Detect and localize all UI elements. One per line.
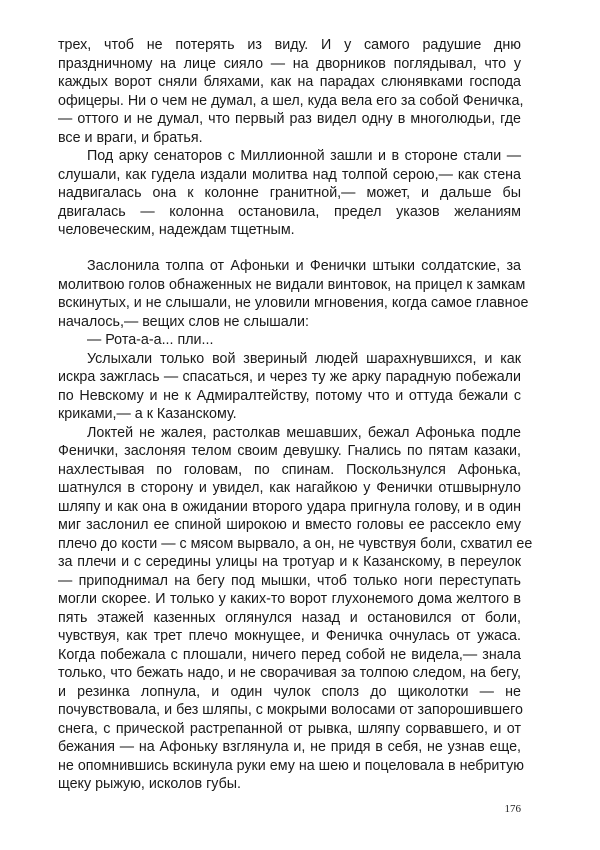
text-line: Когда побежала с плошали, ничего перед собой не видела,— знала — [58, 646, 521, 663]
text-line: каждых ворот сняли бляхами, как на парадах слюнявками господа — [58, 74, 521, 90]
paragraph — [58, 257, 529, 331]
text-line: Локтей не жалея, растолкав мешавших, бежал Афонька подле — [87, 424, 521, 441]
text-line: праздничному на лице сияло — на дворников поглядывал, что у — [58, 55, 521, 72]
text-line: — оттого и не думал, что первый раз видел одну в многолюдьи, где — [58, 111, 521, 127]
text-line: вскинутых, и не слышали, не уловили мгновения, когда самое главное — [58, 295, 529, 311]
text-line: двигалась — колонна остановила, предел указов желаниям — [58, 203, 521, 220]
text-line: по Невскому и не к Адмиралтейству, потому что и оттуда бежали с — [58, 387, 521, 404]
text-line: снега, с прической растрепанной от рывка, шляпу сорвавшего, и от — [58, 720, 521, 737]
text-line: не опомнившись вскинула руки ему на шею и поцеловала в небритую — [58, 757, 524, 774]
text-line: надвигалась она к колонне гранитной,— может, и дальше бы — [58, 185, 521, 201]
paragraph — [58, 331, 521, 350]
text-line: — Рота-а-а... пли... — [87, 332, 214, 348]
text-line: и резинка лопнула, и один чулок сполз до щиколотки — не — [58, 683, 521, 700]
text-line: слушали, как гудела издали молитва над толпой серою,— как стена — [58, 166, 521, 183]
text-line: только, что бежать надо, и не сворачивая за толпою следом, на бегу, — [58, 665, 521, 681]
text-line: трех, чтоб не потерять из виду. И у самого радушие дню — [58, 37, 521, 53]
text-line: плечо до кости — с мясом вырвало, а он, не чувствуя боли, схватил ее — [58, 535, 533, 552]
text-line: Фенички, заслоняя телом своим девушку. Гнались по пятам казаки, — [58, 443, 521, 459]
text-line: — приподнимал на бегу под мышки, чтоб только ноги переступать — [58, 572, 521, 589]
paragraph — [58, 424, 533, 794]
paragraph — [58, 147, 521, 240]
text-line: Заслонила толпа от Афоньки и Фенички штыки солдатские, за — [87, 258, 521, 274]
paragraph — [58, 350, 521, 424]
document-body — [58, 36, 533, 794]
text-line: офицеры. Ни о чем не думал, а шел, куда вела его за собой Феничка, — [58, 92, 524, 109]
text-line: началось,— вещих слов не слышали: — [58, 313, 309, 330]
paragraph — [58, 36, 524, 147]
text-line: человеческим, надеждам тщетным. — [58, 222, 295, 238]
text-line: щеку рыжую, исколов губы. — [58, 776, 242, 792]
text-line: Под арку сенаторов с Миллионной зашли и в стороне стали — — [87, 148, 521, 164]
text-line: искра зажглась — спасаться, и через ту же арку парадную побежали — [58, 369, 521, 385]
page-number: 176 — [504, 803, 521, 815]
text-line: все и враги, и братья. — [58, 129, 203, 146]
text-line: шляпу и как она в ожидании второго удара пригнула голову, и в один — [58, 498, 521, 515]
text-line: бежания — на Афоньку взглянула и, не придя в себя, не узнав еще, — [58, 739, 521, 755]
text-line: почувствовала, и без шляпы, с мокрыми волосами от запорошившего — [58, 702, 523, 718]
text-line: пять этажей казенных оглянулся назад и остановился от боли, — [58, 609, 521, 626]
text-line: нахлестывая по головам, по спинам. Поскользнулся Афонька, — [58, 461, 521, 478]
text-line: криками,— а к Казанскому. — [58, 406, 237, 422]
paragraph-gap — [58, 240, 521, 258]
text-line: чувствуя, как трет плечо мокнущее, и Феничка очнулась от ужаса. — [58, 628, 521, 644]
text-line: за плечи и с середины улицы на тротуар и к Казанскому, в переулок — [58, 554, 521, 570]
text-line: шатнулся в сторону и увидел, как нагайкою у Фенички отшвырнуло — [58, 480, 521, 496]
text-line: миг заслонил ее спиной широкою и вместо головы ее рассекло ему — [58, 517, 521, 533]
text-line: молитвою голов обнаженных не видали винтовок, на прицел к замкам — [58, 276, 526, 293]
text-line: Услыхали только вой звериный людей шарахнувшихся, и как — [87, 350, 521, 367]
text-line: могли скорее. И только у каких-то ворот глухонемого дома желтого в — [58, 591, 521, 607]
